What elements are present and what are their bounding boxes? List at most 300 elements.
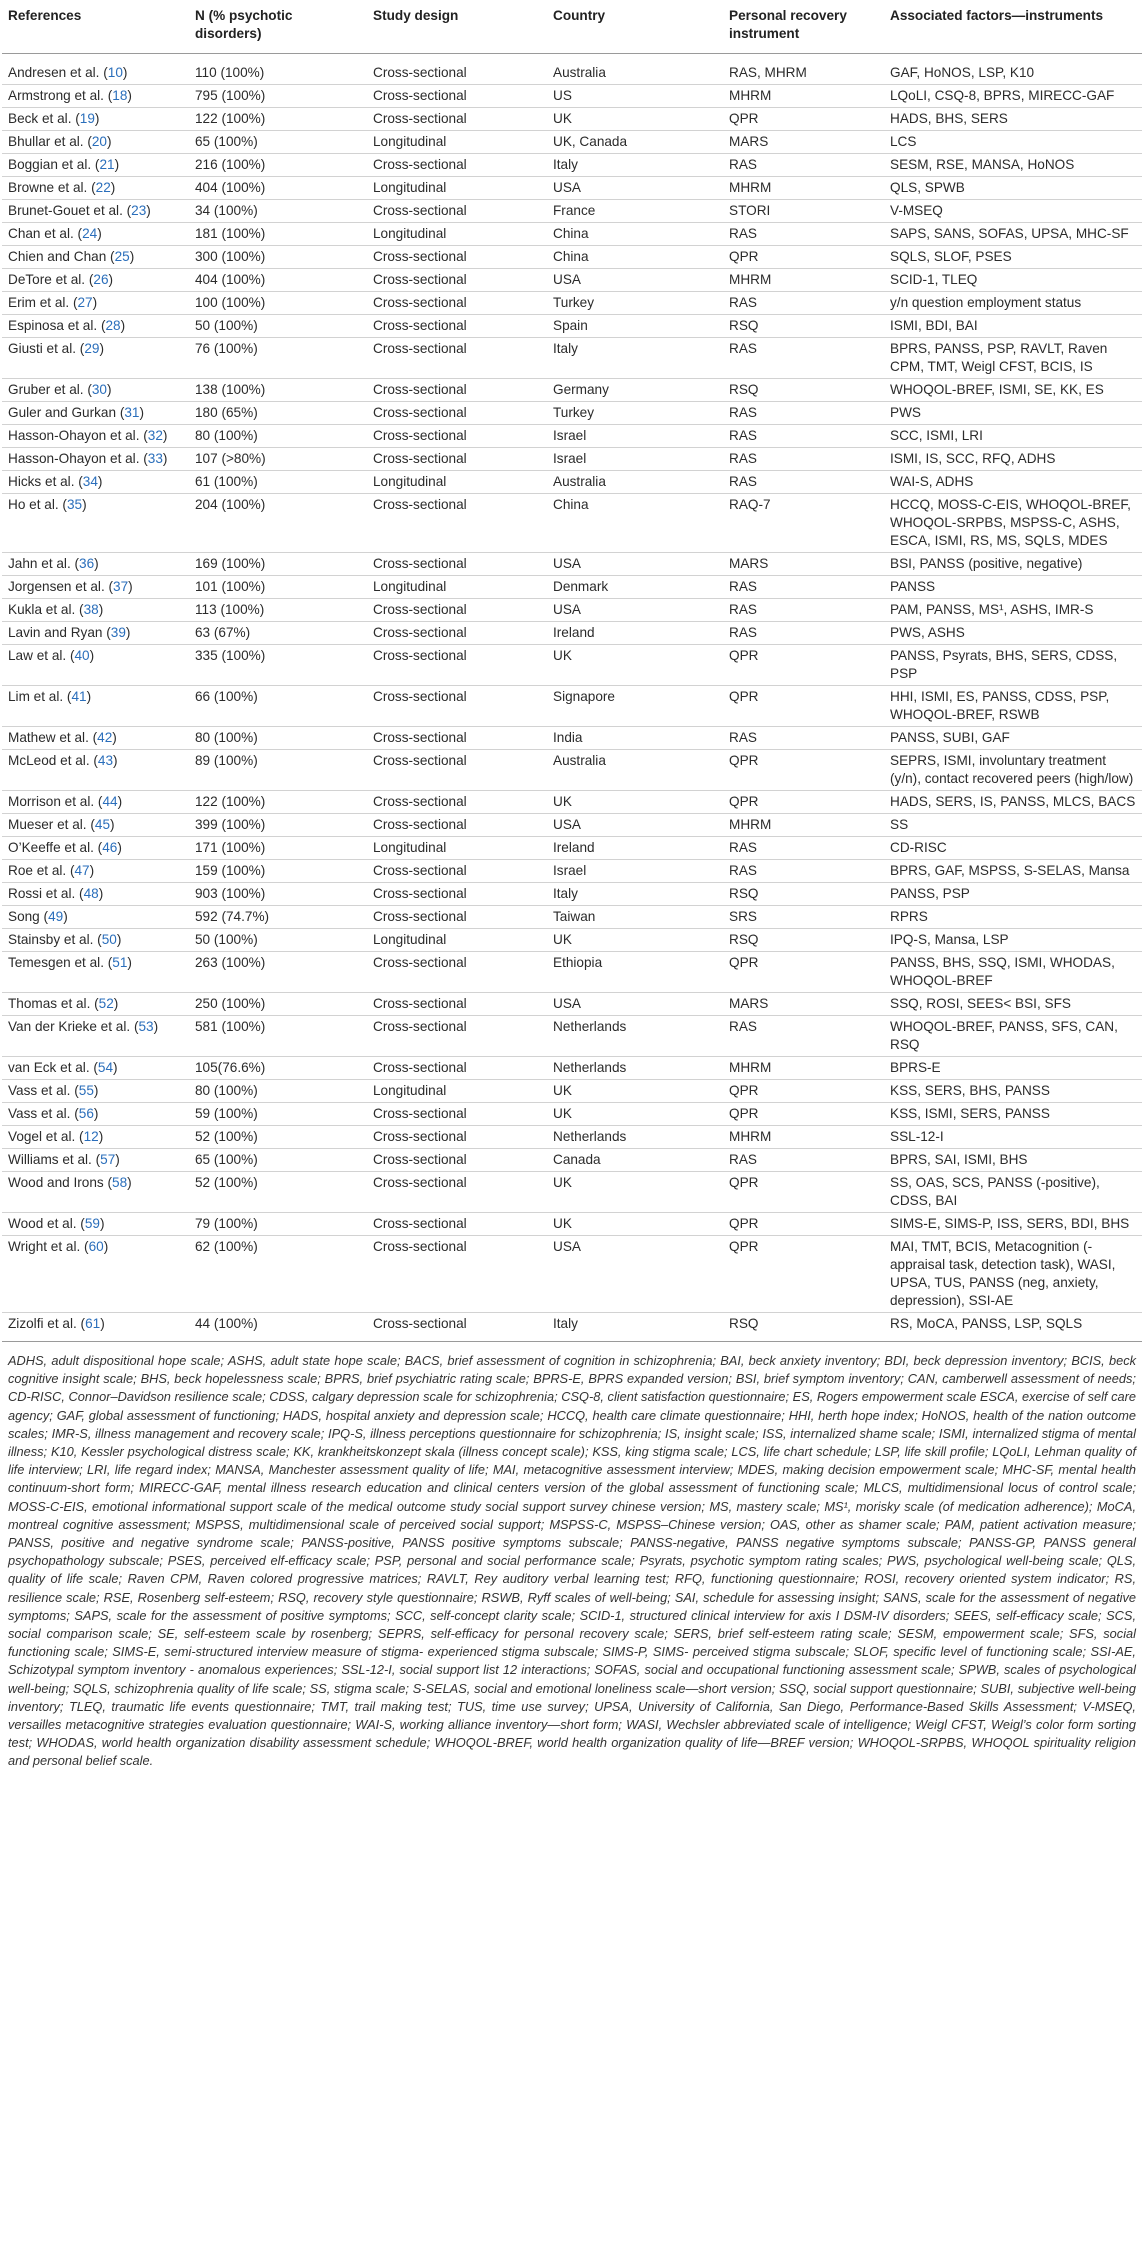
reference-link[interactable]: 34: [82, 474, 98, 489]
reference-link[interactable]: 25: [114, 249, 130, 264]
country-cell: UK: [547, 929, 723, 952]
reference-link[interactable]: 18: [112, 88, 128, 103]
reference-author: Temesgen et al.: [8, 955, 104, 970]
country-cell: USA: [547, 599, 723, 622]
study-design-cell: Cross-sectional: [367, 448, 547, 471]
reference-link[interactable]: 59: [84, 1216, 100, 1231]
reference-cell: Vass et al. (56): [2, 1103, 189, 1126]
recovery-instrument-cell: RSQ: [723, 379, 884, 402]
study-design-cell: Cross-sectional: [367, 1213, 547, 1236]
reference-cell: Kukla et al. (38): [2, 599, 189, 622]
country-cell: USA: [547, 814, 723, 837]
associated-factors-cell: QLS, SPWB: [884, 177, 1142, 200]
country-cell: US: [547, 85, 723, 108]
recovery-instrument-cell: RAS: [723, 860, 884, 883]
reference-link[interactable]: 37: [113, 579, 129, 594]
recovery-instrument-cell: MHRM: [723, 1057, 884, 1080]
reference-link[interactable]: 41: [71, 689, 87, 704]
study-design-cell: Cross-sectional: [367, 1313, 547, 1342]
associated-factors-cell: HCCQ, MOSS-C-EIS, WHOQOL-BREF, WHOQOL-SRPBS, MSPSS-C, ASHS, ESCA, ISMI, RS, MS, SQLS, MDES: [884, 494, 1142, 553]
country-cell: Signapore: [547, 686, 723, 727]
reference-link[interactable]: 39: [110, 625, 126, 640]
study-design-cell: Cross-sectional: [367, 553, 547, 576]
associated-factors-cell: BPRS, SAI, ISMI, BHS: [884, 1149, 1142, 1172]
country-cell: USA: [547, 993, 723, 1016]
table-row: [2, 223, 1142, 246]
n-cell: 169 (100%): [189, 553, 367, 576]
reference-cell: Bhullar et al. (20): [2, 131, 189, 154]
table-row: [2, 315, 1142, 338]
associated-factors-cell: SS, OAS, SCS, PANSS (-positive), CDSS, BAI: [884, 1172, 1142, 1213]
recovery-instrument-cell: RAS: [723, 727, 884, 750]
reference-link[interactable]: 42: [97, 730, 113, 745]
associated-factors-cell: SSL-12-I: [884, 1126, 1142, 1149]
recovery-instrument-cell: RAS: [723, 154, 884, 177]
study-design-cell: Cross-sectional: [367, 750, 547, 791]
n-cell: 34 (100%): [189, 200, 367, 223]
country-cell: Italy: [547, 883, 723, 906]
n-cell: 300 (100%): [189, 246, 367, 269]
reference-link[interactable]: 32: [147, 428, 163, 443]
reference-author: Vass et al.: [8, 1106, 71, 1121]
table-row: [2, 791, 1142, 814]
reference-cell: Lim et al. (41): [2, 686, 189, 727]
reference-author: Brunet-Gouet et al.: [8, 203, 123, 218]
country-cell: UK: [547, 1103, 723, 1126]
table-row: [2, 727, 1142, 750]
associated-factors-cell: HHI, ISMI, ES, PANSS, CDSS, PSP, WHOQOL-BREF, RSWB: [884, 686, 1142, 727]
study-design-cell: Cross-sectional: [367, 1126, 547, 1149]
reference-author: Hasson-Ohayon et al.: [8, 451, 140, 466]
reference-cell: Morrison et al. (44): [2, 791, 189, 814]
reference-link[interactable]: 33: [147, 451, 163, 466]
reference-cell: Boggian et al. (21): [2, 154, 189, 177]
table-row: [2, 1057, 1142, 1080]
recovery-instrument-cell: MHRM: [723, 85, 884, 108]
study-design-cell: Cross-sectional: [367, 1103, 547, 1126]
n-cell: 59 (100%): [189, 1103, 367, 1126]
reference-cell: Armstrong et al. (18): [2, 85, 189, 108]
reference-link[interactable]: 21: [99, 157, 115, 172]
reference-cell: Mueser et al. (45): [2, 814, 189, 837]
header-n: N (% psychotic disorders): [189, 0, 367, 54]
associated-factors-cell: MAI, TMT, BCIS, Metacognition (-appraisal task, detection task), WASI, UPSA, TUS, PANSS (neg, anxiety, depression), SSI-AE: [884, 1236, 1142, 1313]
n-cell: 62 (100%): [189, 1236, 367, 1313]
country-cell: Australia: [547, 750, 723, 791]
recovery-instrument-cell: RAS: [723, 292, 884, 315]
reference-cell: Espinosa et al. (28): [2, 315, 189, 338]
country-cell: Netherlands: [547, 1126, 723, 1149]
reference-author: Williams et al.: [8, 1152, 92, 1167]
n-cell: 89 (100%): [189, 750, 367, 791]
country-cell: Taiwan: [547, 906, 723, 929]
n-cell: 250 (100%): [189, 993, 367, 1016]
table-row: [2, 1172, 1142, 1213]
reference-link[interactable]: 27: [77, 295, 93, 310]
study-design-cell: Cross-sectional: [367, 425, 547, 448]
reference-author: Van der Krieke et al.: [8, 1019, 131, 1034]
n-cell: 76 (100%): [189, 338, 367, 379]
associated-factors-cell: BPRS, GAF, MSPSS, S-SELAS, Mansa: [884, 860, 1142, 883]
n-cell: 79 (100%): [189, 1213, 367, 1236]
table-row: [2, 402, 1142, 425]
associated-factors-cell: PANSS, PSP: [884, 883, 1142, 906]
recovery-instrument-cell: QPR: [723, 952, 884, 993]
n-cell: 100 (100%): [189, 292, 367, 315]
study-design-cell: Cross-sectional: [367, 952, 547, 993]
n-cell: 65 (100%): [189, 1149, 367, 1172]
n-cell: 80 (100%): [189, 727, 367, 750]
associated-factors-cell: ISMI, BDI, BAI: [884, 315, 1142, 338]
reference-link[interactable]: 40: [74, 648, 90, 663]
recovery-instrument-cell: RAS: [723, 223, 884, 246]
reference-link[interactable]: 44: [102, 794, 118, 809]
recovery-instrument-cell: MHRM: [723, 814, 884, 837]
study-design-cell: Cross-sectional: [367, 622, 547, 645]
study-design-cell: Cross-sectional: [367, 599, 547, 622]
associated-factors-cell: PANSS, SUBI, GAF: [884, 727, 1142, 750]
table-row: [2, 425, 1142, 448]
reference-link[interactable]: 43: [97, 753, 114, 768]
country-cell: India: [547, 727, 723, 750]
reference-cell: Erim et al. (27): [2, 292, 189, 315]
table-row: [2, 645, 1142, 686]
reference-cell: Van der Krieke et al. (53): [2, 1016, 189, 1057]
table-row: [2, 952, 1142, 993]
associated-factors-cell: y/n question employment status: [884, 292, 1142, 315]
associated-factors-cell: RPRS: [884, 906, 1142, 929]
country-cell: USA: [547, 1236, 723, 1313]
country-cell: Denmark: [547, 576, 723, 599]
reference-cell: Chan et al. (24): [2, 223, 189, 246]
associated-factors-cell: BPRS-E: [884, 1057, 1142, 1080]
n-cell: 181 (100%): [189, 223, 367, 246]
associated-factors-cell: SSQ, ROSI, SEES< BSI, SFS: [884, 993, 1142, 1016]
reference-author: Andresen et al.: [8, 65, 100, 80]
reference-link[interactable]: 47: [74, 863, 90, 878]
reference-cell: Stainsby et al. (50): [2, 929, 189, 952]
table-row: [2, 1103, 1142, 1126]
country-cell: China: [547, 223, 723, 246]
table-row: [2, 622, 1142, 645]
country-cell: Ireland: [547, 837, 723, 860]
reference-author: Vass et al.: [8, 1083, 71, 1098]
recovery-instrument-cell: MARS: [723, 131, 884, 154]
reference-author: Thomas et al.: [8, 996, 91, 1011]
table-row: [2, 553, 1142, 576]
table-row: [2, 883, 1142, 906]
country-cell: Turkey: [547, 292, 723, 315]
reference-link[interactable]: 28: [105, 318, 121, 333]
country-cell: Netherlands: [547, 1057, 723, 1080]
table-row: [2, 85, 1142, 108]
reference-link[interactable]: 56: [78, 1106, 94, 1121]
reference-author: Giusti et al.: [8, 341, 76, 356]
reference-cell: Mathew et al. (42): [2, 727, 189, 750]
country-cell: France: [547, 200, 723, 223]
reference-cell: Temesgen et al. (51): [2, 952, 189, 993]
table-row: [2, 246, 1142, 269]
n-cell: 204 (100%): [189, 494, 367, 553]
reference-author: Jahn et al.: [8, 556, 71, 571]
reference-author: Roe et al.: [8, 863, 67, 878]
recovery-instrument-cell: QPR: [723, 791, 884, 814]
table-row: [2, 108, 1142, 131]
associated-factors-cell: WAI-S, ADHS: [884, 471, 1142, 494]
reference-link[interactable]: 36: [79, 556, 95, 571]
n-cell: 63 (67%): [189, 622, 367, 645]
n-cell: 335 (100%): [189, 645, 367, 686]
associated-factors-cell: PWS, ASHS: [884, 622, 1142, 645]
associated-factors-cell: SCID-1, TLEQ: [884, 269, 1142, 292]
associated-factors-cell: GAF, HoNOS, LSP, K10: [884, 54, 1142, 85]
associated-factors-cell: SESM, RSE, MANSA, HoNOS: [884, 154, 1142, 177]
reference-author: DeTore et al.: [8, 272, 86, 287]
table-row: [2, 379, 1142, 402]
table-row: [2, 154, 1142, 177]
reference-link[interactable]: 35: [66, 497, 83, 512]
reference-link[interactable]: 20: [91, 134, 107, 149]
n-cell: 101 (100%): [189, 576, 367, 599]
n-cell: 399 (100%): [189, 814, 367, 837]
reference-link[interactable]: 58: [112, 1175, 128, 1190]
reference-cell: Williams et al. (57): [2, 1149, 189, 1172]
study-design-cell: Cross-sectional: [367, 54, 547, 85]
study-design-cell: Cross-sectional: [367, 645, 547, 686]
reference-link[interactable]: 10: [107, 65, 123, 80]
reference-link[interactable]: 51: [112, 955, 128, 970]
recovery-instrument-cell: MHRM: [723, 177, 884, 200]
recovery-instrument-cell: RAQ-7: [723, 494, 884, 553]
recovery-instrument-cell: RAS: [723, 402, 884, 425]
associated-factors-cell: IPQ-S, Mansa, LSP: [884, 929, 1142, 952]
reference-link[interactable]: 24: [82, 226, 98, 241]
table-row: [2, 54, 1142, 85]
country-cell: Spain: [547, 315, 723, 338]
reference-author: van Eck et al.: [8, 1060, 90, 1075]
recovery-instrument-cell: RAS: [723, 1149, 884, 1172]
reference-link[interactable]: 61: [85, 1316, 101, 1331]
table-row: [2, 576, 1142, 599]
table-row: [2, 1149, 1142, 1172]
country-cell: UK: [547, 1172, 723, 1213]
reference-author: Jorgensen et al.: [8, 579, 105, 594]
n-cell: 52 (100%): [189, 1172, 367, 1213]
recovery-instrument-cell: QPR: [723, 246, 884, 269]
study-design-cell: Cross-sectional: [367, 108, 547, 131]
reference-link[interactable]: 52: [98, 996, 114, 1011]
reference-author: Mathew et al.: [8, 730, 89, 745]
study-design-cell: Cross-sectional: [367, 246, 547, 269]
recovery-instrument-cell: RAS: [723, 622, 884, 645]
reference-cell: Browne et al. (22): [2, 177, 189, 200]
country-cell: Australia: [547, 54, 723, 85]
reference-cell: Jorgensen et al. (37): [2, 576, 189, 599]
recovery-instrument-cell: RAS: [723, 1016, 884, 1057]
recovery-instrument-cell: RSQ: [723, 883, 884, 906]
associated-factors-cell: LQoLI, CSQ-8, BPRS, MIRECC-GAF: [884, 85, 1142, 108]
reference-author: Zizolfi et al.: [8, 1316, 77, 1331]
recovery-instrument-cell: RSQ: [723, 315, 884, 338]
n-cell: 138 (100%): [189, 379, 367, 402]
n-cell: 65 (100%): [189, 131, 367, 154]
recovery-instrument-cell: MARS: [723, 553, 884, 576]
table-row: [2, 860, 1142, 883]
reference-link[interactable]: 45: [94, 817, 111, 832]
reference-author: Browne et al.: [8, 180, 88, 195]
table-row: [2, 471, 1142, 494]
reference-cell: Lavin and Ryan (39): [2, 622, 189, 645]
n-cell: 44 (100%): [189, 1313, 367, 1342]
reference-link[interactable]: 60: [88, 1239, 104, 1254]
recovery-instrument-cell: QPR: [723, 108, 884, 131]
reference-cell: Wood and Irons (58): [2, 1172, 189, 1213]
recovery-instrument-cell: STORI: [723, 200, 884, 223]
study-design-cell: Longitudinal: [367, 177, 547, 200]
table-row: [2, 338, 1142, 379]
associated-factors-cell: BSI, PANSS (positive, negative): [884, 553, 1142, 576]
reference-author: Stainsby et al.: [8, 932, 94, 947]
reference-author: McLeod et al.: [8, 753, 90, 768]
reference-link[interactable]: 30: [91, 382, 107, 397]
reference-cell: Gruber et al. (30): [2, 379, 189, 402]
reference-author: Morrison et al.: [8, 794, 95, 809]
recovery-instrument-cell: RAS: [723, 599, 884, 622]
associated-factors-cell: SCC, ISMI, LRI: [884, 425, 1142, 448]
table-row: [2, 750, 1142, 791]
recovery-instrument-cell: QPR: [723, 686, 884, 727]
country-cell: UK, Canada: [547, 131, 723, 154]
reference-link[interactable]: 26: [93, 272, 109, 287]
study-design-cell: Cross-sectional: [367, 883, 547, 906]
country-cell: Israel: [547, 448, 723, 471]
reference-link[interactable]: 12: [83, 1129, 99, 1144]
reference-author: Wood et al.: [8, 1216, 77, 1231]
reference-link[interactable]: 22: [95, 180, 111, 195]
n-cell: 113 (100%): [189, 599, 367, 622]
recovery-instrument-cell: QPR: [723, 750, 884, 791]
table-row: [2, 131, 1142, 154]
associated-factors-cell: PANSS, BHS, SSQ, ISMI, WHODAS, WHOQOL-BREF: [884, 952, 1142, 993]
country-cell: Israel: [547, 425, 723, 448]
reference-link[interactable]: 55: [78, 1083, 94, 1098]
study-design-cell: Cross-sectional: [367, 727, 547, 750]
reference-cell: Thomas et al. (52): [2, 993, 189, 1016]
reference-link[interactable]: 31: [124, 405, 140, 420]
reference-link[interactable]: 53: [138, 1019, 154, 1034]
country-cell: UK: [547, 1080, 723, 1103]
study-design-cell: Cross-sectional: [367, 379, 547, 402]
study-design-cell: Longitudinal: [367, 837, 547, 860]
reference-cell: Law et al. (40): [2, 645, 189, 686]
recovery-instrument-cell: QPR: [723, 645, 884, 686]
reference-cell: Hicks et al. (34): [2, 471, 189, 494]
reference-link[interactable]: 54: [97, 1060, 114, 1075]
recovery-instrument-cell: MHRM: [723, 269, 884, 292]
country-cell: Canada: [547, 1149, 723, 1172]
associated-factors-cell: ISMI, IS, SCC, RFQ, ADHS: [884, 448, 1142, 471]
associated-factors-cell: SAPS, SANS, SOFAS, UPSA, MHC-SF: [884, 223, 1142, 246]
table-row: [2, 1313, 1142, 1342]
recovery-instrument-cell: RAS: [723, 338, 884, 379]
abbreviations-footnote: ADHS, adult dispositional hope scale; ASHS, adult state hope scale; BACS, brief assessment of cognition in schizophrenia; BAI, beck anxiety inventory; BDI, beck depression inventory; BCIS, beck cognitive insight scale; BHS, beck hopelessness scale; BPRS, brief psychiatric rating scale; BPRS-E, BPRS expanded version; BSI, brief symptom inventory; CAN, camberwell assessment of needs; CD-RISC, Connor–Davidson resilience scale; CDSS, calgary depression scale for schizophrenia; CSQ-8, client satisfaction questionnaire; ES, Rogers empowerment scale ESCA, exercise of self care agency; GAF, global assessment of functioning; HADS, hospital anxiety and depression scale; HCCQ, health care climate questionnaire; HHI, herth hope index; HoNOS, health of the nation outcome scales; IMR-S, illness management and recovery scale; IPQ-S, illness perceptions questionnaire for schizophrenia; IS, insight scale; ISS, internalized shame scale; ISMI, internalized stigma of mental illness; K10, Kessler psychological distress scale; KK, krankheitskonzept skala (illness concept scale); KSS, king stigma scale; LCS, life chart schedule; LSP, life skill profile; LQoLI, Lehman quality of life interview; LRI, life regard index; MANSA, Manchester assessment quality of life; MAI, metacognitive assessment interview; MDES, making decision empowerment scale; MHC-SF, mental health continuum-short form; MIRECC-GAF, mental illness research education and clinical centers version of the global assessment of functioning scale; MLCS, multidimensional locus of control scale; MOSS-C-EIS, emotional informational support scale of the medical outcome study social support survey chinese version; MS, mastery scale; MS¹, morisky scale (of medication adherence); MoCA, montreal cognitive assessment; MSPSS, multidimensional scale of perceived social support; MSPSS-C, MSPSS–Chinese version; OAS, other as shamer scale; PAM, patient activation measure; PANSS, positive and negative syndrome scale; PANSS-positive, PANSS positive symptoms subscale; PANSS-negative, PANSS negative symptoms subscale; PANSS-GP, PANSS general psychopathology subscale; PSES, perceived elf-efficacy scale; PSP, personal and social performance scale; Psyrats, psychotic symptom rating scales; PWS, psychological well-being scale; QLS, quality of life scale; Raven CPM, Raven colored progressive matrices; RAVLT, Rey auditory verbal learning test; RFQ, functioning questionnaire; ROSI, recovery oriented system indicator; RS, resilience scale; RSE, Rosenberg self-esteem; RSQ, recovery style questionnaire; RSWB, Ryff scales of well-being; SAI, schedule for assessing insight; SANS, scale for the assessment of negative symptoms; SAPS, scale for the assessment of positive symptoms; SCC, self-concept clarity scale; SCID-1, structured clinical interview for axis I DSM-IV disorders; SEES, self-efficacy scale; SCS, social comparison scale; SE, self-esteem scale by rosenberg; SEPRS, self-efficacy for personal recovery scale; SERS, brief self-esteem rating scale; SESM, empowerment scale; SFS, social functioning scale; SIMS-E, semi-structured interview measure of stigma- experienced stigma subscale; SIMS-P, SIMS- perceived stigma subscale; SLOF, specific level of functioning scale; SSI-AE, Schizotypal symptom inventory - anomalous experiences; SSL-12-I, social support list 12 interactions; SOFAS, social and occupational functioning assessment scale; SPWB, scales of psychological well-being; SQLS, schizophrenia quality of life scale; SS, stigma scale; S-SELAS, social and emotional loneliness scale—short version; SSQ, social support questionnaire; SUBI, subjective well-being inventory; TLEQ, traumatic life events questionnaire; TMT, trail making test; TUS, time use survey; UPSA, University of California, San Diego, Performance-Based Skills Assessment; V-MSEQ, versailles metacognitive strategies evaluation questionnaire; WAI-S, working alliance inventory—short form; WASI, Wechsler abbreviated scale of intelligence; Weigl CFST, Weigl’s color form sorting test; WHODAS, world health organization disability assessment schedule; WHOQOL-BREF, world health organization quality of life—BREF version; WHOQOL-SRPBS, WHOQOL spirituality religion and personal belief scale.: [8, 1353, 1136, 1769]
country-cell: UK: [547, 1213, 723, 1236]
study-design-cell: Longitudinal: [367, 131, 547, 154]
reference-author: Song: [8, 909, 40, 924]
study-design-cell: Cross-sectional: [367, 1172, 547, 1213]
reference-author: Vogel et al.: [8, 1129, 76, 1144]
table-row: [2, 292, 1142, 315]
table-body: [2, 54, 1142, 1342]
study-design-cell: Cross-sectional: [367, 85, 547, 108]
country-cell: Israel: [547, 860, 723, 883]
associated-factors-cell: SQLS, SLOF, PSES: [884, 246, 1142, 269]
reference-cell: van Eck et al. (54): [2, 1057, 189, 1080]
reference-author: Chan et al.: [8, 226, 74, 241]
reference-link[interactable]: 49: [48, 909, 64, 924]
reference-author: Hicks et al.: [8, 474, 75, 489]
table-row: [2, 177, 1142, 200]
reference-cell: Jahn et al. (36): [2, 553, 189, 576]
reference-cell: Vass et al. (55): [2, 1080, 189, 1103]
recovery-instrument-cell: RAS: [723, 471, 884, 494]
reference-cell: Ho et al. (35): [2, 494, 189, 553]
n-cell: 105(76.6%): [189, 1057, 367, 1080]
n-cell: 171 (100%): [189, 837, 367, 860]
reference-cell: Hasson-Ohayon et al. (32): [2, 425, 189, 448]
table-row: [2, 814, 1142, 837]
header-row: [2, 0, 1142, 54]
n-cell: 66 (100%): [189, 686, 367, 727]
table-row: [2, 1016, 1142, 1057]
reference-author: Mueser et al.: [8, 817, 87, 832]
reference-author: Guler and Gurkan: [8, 405, 117, 420]
recovery-instrument-cell: RAS: [723, 448, 884, 471]
n-cell: 404 (100%): [189, 177, 367, 200]
reference-cell: Andresen et al. (10): [2, 54, 189, 85]
reference-author: Armstrong et al.: [8, 88, 104, 103]
reference-author: Gruber et al.: [8, 382, 84, 397]
reference-author: Kukla et al.: [8, 602, 76, 617]
study-design-cell: Cross-sectional: [367, 814, 547, 837]
recovery-instrument-cell: QPR: [723, 1236, 884, 1313]
recovery-instrument-cell: RAS: [723, 837, 884, 860]
reference-cell: Beck et al. (19): [2, 108, 189, 131]
table-row: [2, 1236, 1142, 1313]
reference-link[interactable]: 48: [83, 886, 99, 901]
associated-factors-cell: KSS, SERS, BHS, PANSS: [884, 1080, 1142, 1103]
reference-link[interactable]: 57: [100, 1152, 116, 1167]
study-design-cell: Longitudinal: [367, 576, 547, 599]
recovery-instrument-cell: MARS: [723, 993, 884, 1016]
study-design-cell: Cross-sectional: [367, 315, 547, 338]
study-design-cell: Cross-sectional: [367, 860, 547, 883]
header-study-design: Study design: [367, 0, 547, 54]
country-cell: Australia: [547, 471, 723, 494]
reference-author: Law et al.: [8, 648, 67, 663]
reference-link[interactable]: 38: [83, 602, 99, 617]
study-design-cell: Cross-sectional: [367, 269, 547, 292]
reference-link[interactable]: 50: [101, 932, 117, 947]
reference-link[interactable]: 19: [79, 111, 95, 126]
reference-link[interactable]: 46: [102, 840, 118, 855]
reference-link[interactable]: 23: [131, 203, 147, 218]
reference-author: Wright et al.: [8, 1239, 81, 1254]
associated-factors-cell: RS, MoCA, PANSS, LSP, SQLS: [884, 1313, 1142, 1342]
country-cell: Ethiopia: [547, 952, 723, 993]
reference-link[interactable]: 29: [84, 341, 100, 356]
country-cell: UK: [547, 108, 723, 131]
